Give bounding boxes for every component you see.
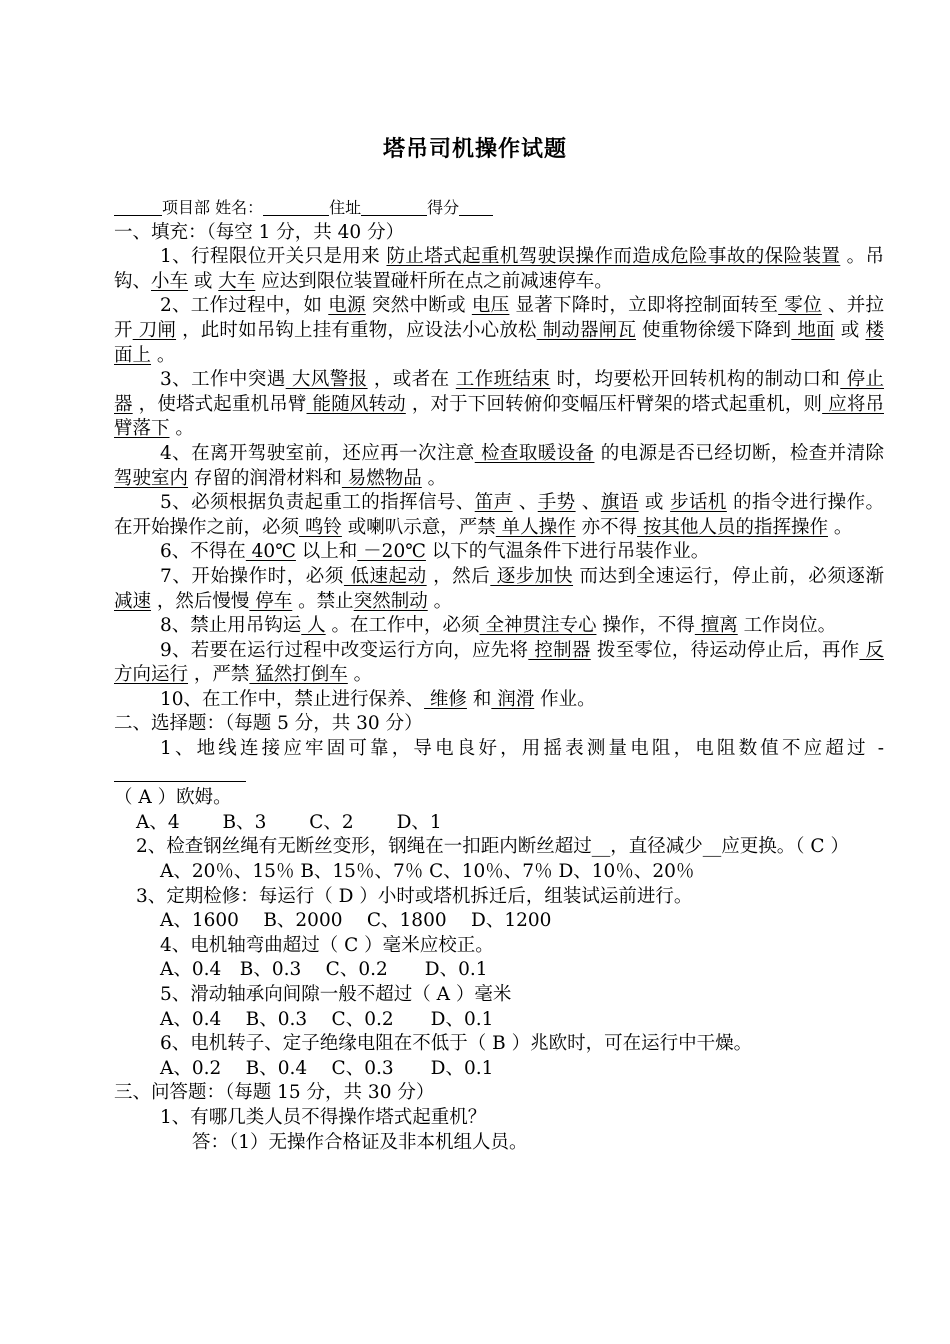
section2-heading: 二、选择题：（每题 5 分，共 30 分） <box>114 713 423 735</box>
fill-q8: 8、禁止用吊钩运 人 。在工作中，必须 全神贯注专心 操作，不得 擅离 工作岗位。 <box>160 615 837 637</box>
name-blank[interactable] <box>263 197 329 216</box>
choice-q1-answer: （ A ）欧姆。 <box>114 787 232 809</box>
choice-q5: 5、滑动轴承向间隙一般不超过（ A ）毫米 <box>160 984 512 1005</box>
fill-q5: 5、必须根据负责起重工的指挥信号、笛声 、手势 、旗语 或 步话机 的指令进行操作。在开始操作之前，必须 鸣铃 或喇叭示意，严禁 单人操作 亦不得 按其他人员的指挥操作 。 <box>114 492 884 538</box>
qa-q1-answer: 答：（1）无操作合格证及非本机组人员。 <box>192 1131 528 1153</box>
choice-q1-blank[interactable] <box>114 763 246 782</box>
section3-heading: 三、问答题：（每题 15 分，共 30 分） <box>114 1082 435 1104</box>
fill-q4: 4、在离开驾驶室前，还应再一次注意 检查取暖设备 的电源是否已经切断，检查并清除 驾驶室内 存留的润滑材料和 易燃物品 。 <box>114 442 884 489</box>
choice-q3: 3、定期检修：每运行（ D ）小时或塔机拆迁后，组装试运前进行。 <box>136 885 693 907</box>
address-blank[interactable] <box>361 197 427 216</box>
project-blank[interactable] <box>114 197 162 216</box>
score-label: 得分 <box>427 198 460 217</box>
fill-q2: 2、工作过程中，如 电源 突然中断或 电压 显著下降时，立即将控制面转至 零位 、并拉开 刀闸 ，此时如吊钩上挂有重物，应设法小心放松 制动器闸瓦 使重物徐缓下降到 地面 或 楼面上 。 <box>114 295 885 366</box>
fill-q9: 9、若要在运行过程中改变运行方向，应先将 控制器 拨至零位，待运动停止后，再作 反方向运行 ，严禁 猛然打倒车 。 <box>114 639 884 686</box>
choice-q3-options: A、1600 B、2000 C、1800 D、1200 <box>160 910 552 932</box>
exam-content <box>114 196 884 1155</box>
dept-name-label: 项目部 姓名： <box>162 198 264 217</box>
section1-heading: 一、填充：（每空 1 分，共 40 分） <box>114 221 405 243</box>
choice-q2-options: A、20％、15％ B、15％、7％ C、10％、7％ D、10％、20％ <box>160 861 695 883</box>
score-blank[interactable] <box>459 197 493 216</box>
qa-q1: 1、有哪几类人员不得操作塔式起重机？ <box>160 1106 487 1128</box>
choice-q1: 1、地线连接应牢固可靠，导电良好，用摇表测量电阻，电阻数值不应超过 - <box>114 737 884 786</box>
choice-q4: 4、电机轴弯曲超过（ C ）毫米应校正。 <box>160 934 494 956</box>
choice-q2: 2、检查钢丝绳有无断丝变形，钢绳在一扣距内断丝超过__，直径减少__应更换。（ C ） <box>136 836 849 858</box>
choice-q6: 6、电机转子、定子绝缘电阻在不低于（ B ）兆欧时，可在运行中干燥。 <box>160 1033 753 1055</box>
choice-q6-options: A、0.2 B、0.4 C、0.3 D、0.1 <box>160 1057 494 1079</box>
choice-q1-options: A、4 B、3 C、2 D、1 <box>136 811 442 833</box>
fill-q6: 6、不得在 40℃ 以上和 －20℃ 以下的气温条件下进行吊装作业。 <box>160 541 710 563</box>
address-label: 住址 <box>329 198 362 217</box>
choice-q4-options: A、0.4 B、0.3 C、0.2 D、0.1 <box>160 959 488 981</box>
page-title: 塔吊司机操作试题 <box>382 137 567 162</box>
fill-q1: 1、行程限位开关只是用来 防止塔式起重机驾驶误操作而造成危险事故的保险装置 。吊钩、小车 或 大车 应达到限位装置碰杆所在点之前减速停车。 <box>114 246 884 292</box>
header-line <box>114 196 884 221</box>
choice-q5-options: A、0.4 B、0.3 C、0.2 D、0.1 <box>160 1008 494 1030</box>
fill-q7: 7、开始操作时，必须 低速起动 ，然后 逐步加快 而达到全速运行，停止前，必须逐渐 减速 ，然后慢慢 停车 。禁止突然制动 。 <box>114 565 884 612</box>
fill-q10: 10、在工作中，禁止进行保养、 维修 和 润滑 作业。 <box>160 688 596 710</box>
fill-q3: 3、工作中突遇 大风警报 ，或者在 工作班结束 时，均要松开回转机构的制动口和 停止器 ，使塔式起重机吊臂 能随风转动 ，对于下回转俯仰变幅压杆臂架的塔式起重机，则 应将吊臂落下 。 <box>114 369 884 440</box>
